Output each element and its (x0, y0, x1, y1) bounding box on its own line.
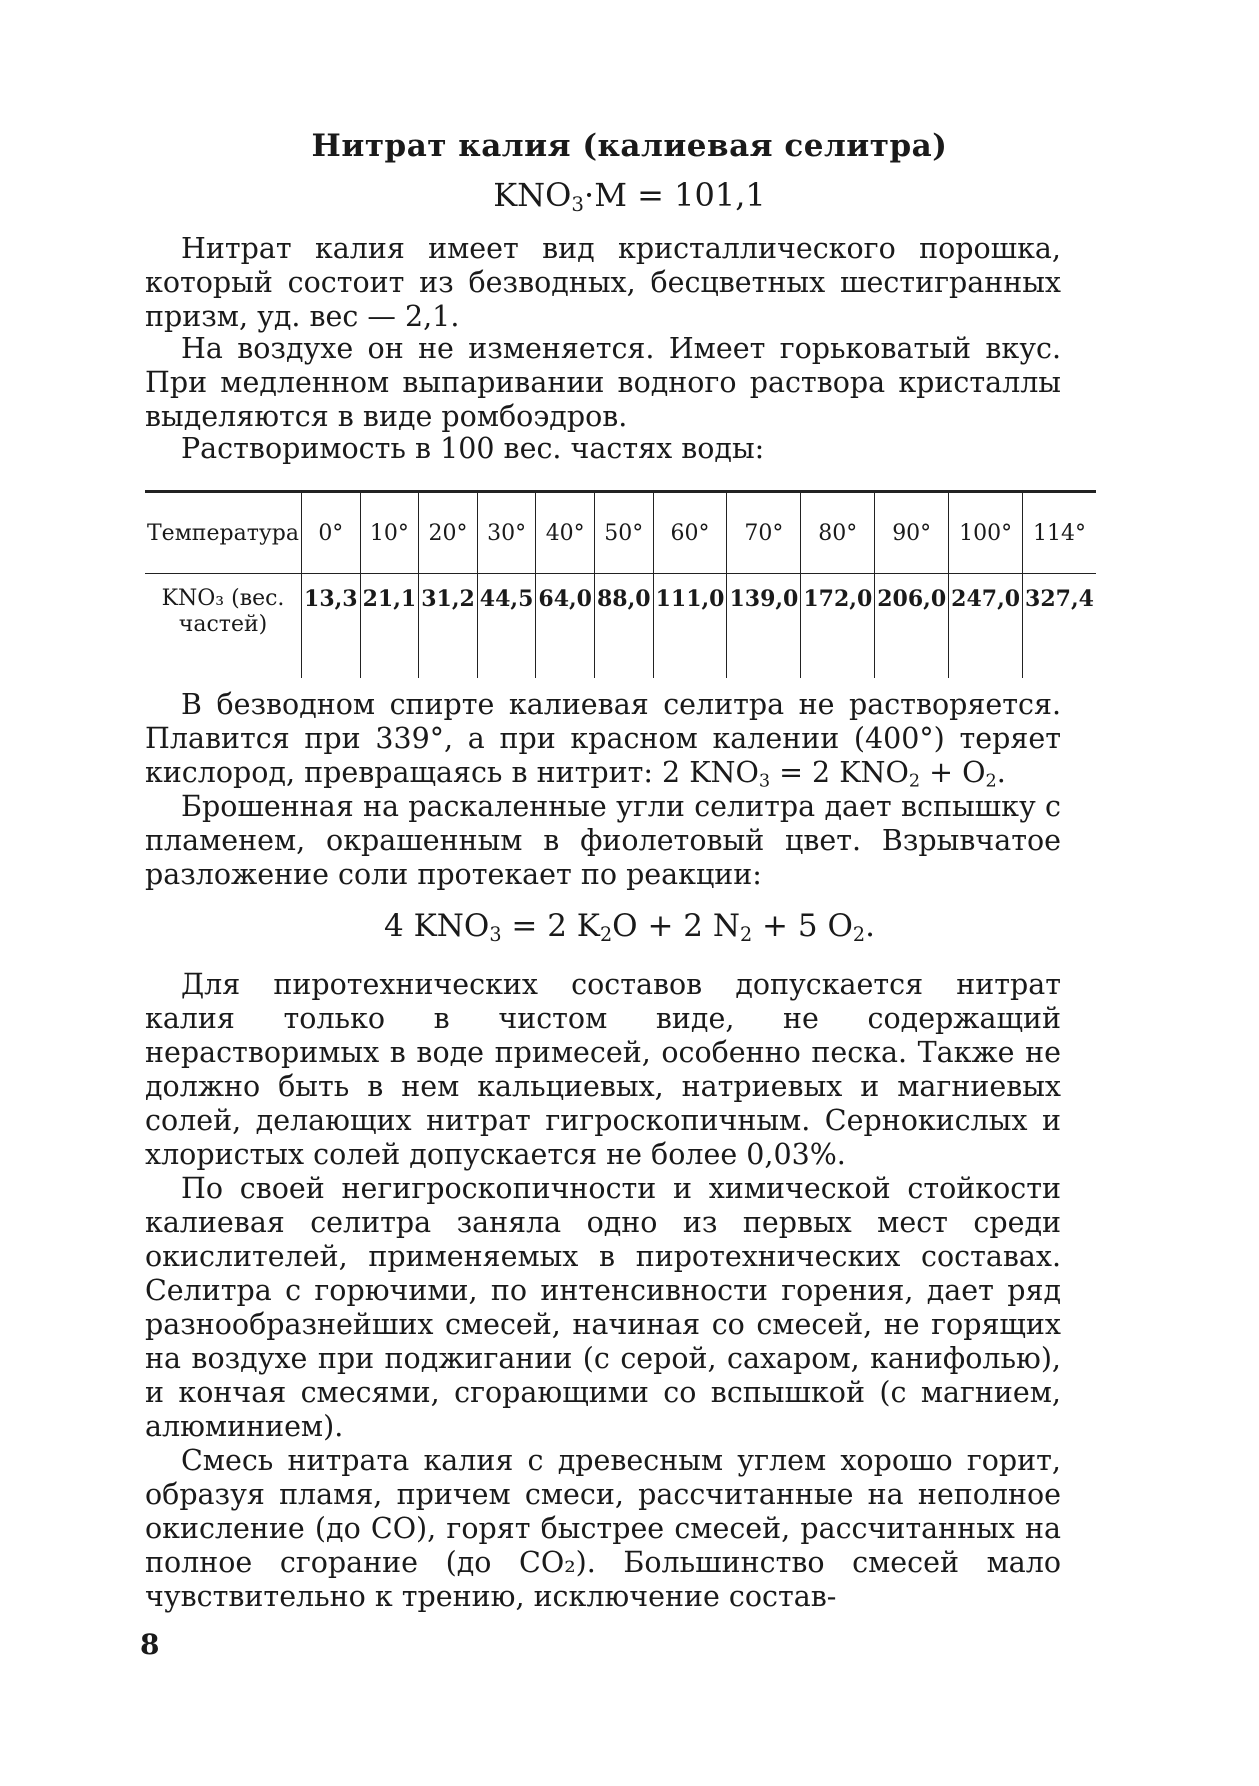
solubility-value: 21,1 (360, 574, 419, 679)
temperature-header: 50° (594, 492, 653, 574)
temperature-header: 60° (653, 492, 727, 574)
table-row-label: KNO₃ (вес. частей) (161, 586, 285, 637)
paragraph-melting (145, 688, 1061, 790)
solubility-value: 172,0 (801, 574, 875, 679)
reaction-term: 4 KNO (384, 908, 490, 944)
temperature-header: 40° (536, 492, 595, 574)
reaction-subscript: 3 (489, 922, 502, 946)
paragraph-purity: Для пиротехнических составов допускается нитрат калия только в чистом виде, не содержащий нерастворимых в воде примесей, особенно песка. Также не должно быть в нем кальциевых, натриевых и магниевых солей, делающих нитрат гигроскопичным. Сернокислых и хлористых солей допускается не более 0,03%. (145, 968, 1061, 1171)
table-row (145, 574, 1096, 679)
paragraph-description: Нитрат калия имеет вид кристаллического порошка, который состоит из безводных, бесцветных шестигранных призм, уд. вес — 2,1. (145, 232, 1061, 333)
temperature-header: 90° (875, 492, 949, 574)
paragraph-oxidizer: По своей негигроскопичности и химической стойкости калиевая селитра заняла одно из первых мест среди окислителей, применяемых в пиротехнических составах. Селитра с горючими, по интенсивности горения, дает ряд разнообразнейших смесей, начиная со смесей, не горящих на воздухе при поджигании (с серой, сахаром, канифолью), и кончая смесями, сгорающими со вспышкой (с магнием, алюминием). (145, 1172, 1061, 1443)
formula-mass: ·M = 101,1 (584, 176, 766, 214)
temperature-header: 0° (302, 492, 361, 574)
reaction-decomposition (662, 756, 1006, 792)
reaction-subscript: 2 (985, 771, 997, 792)
reaction-term: = 2 KNO (770, 756, 909, 789)
reaction-term: + O (920, 756, 986, 789)
solubility-value: 111,0 (653, 574, 727, 679)
solubility-value: 64,0 (536, 574, 595, 679)
temperature-header: 100° (949, 492, 1023, 574)
reaction-subscript: 2 (739, 922, 753, 946)
solubility-table (145, 490, 1096, 678)
temperature-header: 70° (727, 492, 801, 574)
formula-subscript: 3 (571, 192, 585, 216)
reaction-explosion (0, 908, 1259, 944)
solubility-value: 13,3 (302, 574, 361, 679)
solubility-value: 88,0 (594, 574, 653, 679)
molecular-formula (0, 176, 1259, 214)
formula-prefix: KNO (493, 176, 572, 214)
table-header-row (145, 492, 1096, 574)
solubility-value: 44,5 (477, 574, 536, 679)
solubility-value: 327,4 (1023, 574, 1096, 679)
melting-text: В безводном спирте калиевая селитра не растворяется. Плавится при 339°, а при красном калении (400°) теряет кислород, превращаясь в нитрит: (145, 688, 1061, 789)
temperature-header: 30° (477, 492, 536, 574)
temperature-header: 20° (419, 492, 478, 574)
solubility-value: 206,0 (875, 574, 949, 679)
reaction-subscript: 3 (758, 771, 771, 792)
reaction-term: = 2 K (501, 908, 600, 944)
solubility-value: 139,0 (727, 574, 801, 679)
temperature-header: 10° (360, 492, 419, 574)
table-header-label: Температура (147, 520, 300, 546)
reaction-term: . (996, 756, 1006, 789)
reaction-subscript: 2 (852, 922, 866, 946)
reaction-term: O + 2 N (612, 908, 740, 944)
temperature-header: 114° (1023, 492, 1096, 574)
page-number: 8 (140, 1628, 160, 1661)
reaction-term: . (865, 908, 875, 944)
paragraph-properties: На воздухе он не изменяется. Имеет горьковатый вкус. При медленном выпаривании водного раствора кристаллы выделяются в виде ромбоэдров. (145, 332, 1061, 433)
solubility-value: 31,2 (419, 574, 478, 679)
reaction-subscript: 2 (908, 771, 921, 792)
reaction-term: + 5 O (752, 908, 853, 944)
reaction-term: 2 KNO (662, 756, 759, 789)
temperature-header: 80° (801, 492, 875, 574)
paragraph-charcoal: Смесь нитрата калия с древесным углем хорошо горит, образуя пламя, причем смеси, рассчитанные на неполное окисление (до CO), горят быстрее смесей, рассчитанных на полное сгорание (до CO₂). Большинство смесей мало чувствительно к трению, исключение состав- (145, 1444, 1061, 1613)
section-title: Нитрат калия (калиевая селитра) (311, 128, 948, 164)
paragraph-flash: Брошенная на раскаленные угли селитра дает вспышку с пламенем, окрашенным в фиолетовый цвет. Взрывчатое разложение соли протекает по реакции: (145, 790, 1061, 891)
reaction-subscript: 2 (599, 922, 613, 946)
paragraph-solubility-intro: Растворимость в 100 вес. частях воды: (181, 432, 765, 465)
solubility-value: 247,0 (949, 574, 1023, 679)
